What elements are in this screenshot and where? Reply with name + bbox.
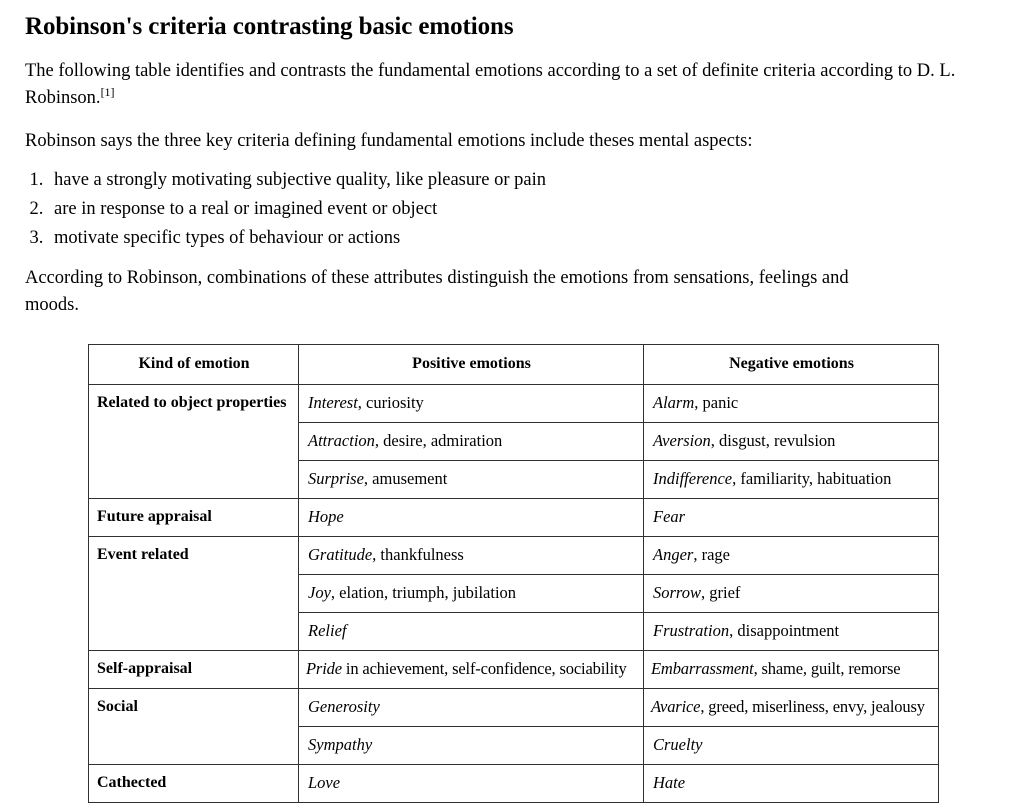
positive-emotion-cell <box>299 765 644 803</box>
positive-emotion-cell <box>299 423 644 461</box>
emotion-rest: , familiarity, habituation <box>732 469 892 488</box>
emotion-lead: Pride <box>306 659 342 678</box>
emotion-rest: , desire, admiration <box>374 431 503 450</box>
conclusion-paragraph-lastline: moods. <box>25 295 79 315</box>
column-header-kind: Kind of emotion <box>89 345 299 385</box>
negative-emotion-cell <box>644 461 939 499</box>
emotion-rest: , disappointment <box>729 621 840 640</box>
negative-emotion-cell <box>644 385 939 423</box>
table-row <box>89 689 939 727</box>
emotion-lead: Attraction <box>308 431 375 450</box>
negative-emotion-cell <box>644 537 939 575</box>
emotion-lead: Aversion <box>653 431 711 450</box>
negative-emotion-cell <box>644 765 939 803</box>
emotion-rest: in achievement, self-confidence, sociability <box>341 659 627 678</box>
emotion-lead: Embarrassment <box>651 659 754 678</box>
emotion-lead: Hate <box>653 773 686 792</box>
positive-emotion-cell <box>299 651 644 689</box>
conclusion-paragraph-text: According to Robinson, combinations of these attributes distinguish the emotions from sensations, feelings and <box>25 268 849 288</box>
negative-emotion-cell <box>644 499 939 537</box>
positive-emotion-cell <box>299 461 644 499</box>
positive-emotion-cell <box>299 575 644 613</box>
negative-emotion-cell <box>644 575 939 613</box>
positive-emotion-cell <box>299 727 644 765</box>
emotion-rest: , rage <box>693 545 730 564</box>
emotion-lead: Surprise <box>308 469 364 488</box>
criteria-lead-paragraph: Robinson says the three key criteria defining fundamental emotions include theses mental aspects: <box>25 131 753 151</box>
emotion-lead: Avarice <box>651 697 701 716</box>
conclusion-paragraph <box>25 265 1004 319</box>
list-item: 1. have a strongly motivating subjective quality, like pleasure or pain <box>48 166 1008 195</box>
citation-reference-1[interactable]: [1] <box>100 84 115 99</box>
kind-cell: Social <box>89 689 299 765</box>
emotion-rest: , grief <box>701 583 741 602</box>
emotion-lead: Relief <box>308 621 347 640</box>
emotion-lead: Gratitude <box>308 545 373 564</box>
emotion-lead: Frustration <box>653 621 730 640</box>
intro-paragraph-text: The following table identifies and contrasts the fundamental emotions according to a set of definite criteria according to D. L. Robinson. <box>25 61 956 108</box>
emotion-rest: , curiosity <box>357 393 424 412</box>
emotion-rest: , panic <box>694 393 739 412</box>
negative-emotion-cell <box>644 613 939 651</box>
table-row <box>89 537 939 575</box>
emotion-rest: , disgust, revulsion <box>710 431 836 450</box>
list-item: 3. motivate specific types of behaviour or actions <box>48 224 1008 253</box>
emotion-lead: Alarm <box>653 393 695 412</box>
table-row <box>89 651 939 689</box>
negative-emotion-cell <box>644 423 939 461</box>
criteria-list <box>25 166 1008 253</box>
emotions-table <box>88 344 939 803</box>
column-header-negative: Negative emotions <box>644 345 939 385</box>
positive-emotion-cell <box>299 613 644 651</box>
table-header-row <box>89 345 939 385</box>
emotion-lead: Love <box>308 773 341 792</box>
kind-cell: Self-appraisal <box>89 651 299 689</box>
emotion-lead: Sympathy <box>308 735 373 754</box>
emotion-lead: Joy <box>308 583 331 602</box>
emotion-rest: , elation, triumph, jubilation <box>330 583 517 602</box>
negative-emotion-cell <box>644 689 939 727</box>
kind-cell: Future appraisal <box>89 499 299 537</box>
emotion-lead: Generosity <box>308 697 380 716</box>
intro-paragraph <box>25 58 1005 112</box>
list-item: 2. are in response to a real or imagined event or object <box>48 195 1008 224</box>
emotion-lead: Cruelty <box>653 735 703 754</box>
table-row <box>89 499 939 537</box>
emotion-lead: Indifference <box>653 469 733 488</box>
kind-cell: Cathected <box>89 765 299 803</box>
column-header-positive: Positive emotions <box>299 345 644 385</box>
table-row <box>89 765 939 803</box>
emotion-lead: Interest <box>308 393 358 412</box>
emotion-lead: Sorrow <box>653 583 701 602</box>
emotion-lead: Fear <box>653 507 686 526</box>
emotion-rest: , shame, guilt, remorse <box>753 659 901 678</box>
emotion-rest: , thankfulness <box>372 545 464 564</box>
kind-cell: Related to object properties <box>89 385 299 499</box>
positive-emotion-cell <box>299 499 644 537</box>
emotion-lead: Anger <box>653 545 694 564</box>
positive-emotion-cell <box>299 537 644 575</box>
emotion-rest: , greed, miserliness, envy, jealousy <box>700 697 925 716</box>
negative-emotion-cell <box>644 727 939 765</box>
positive-emotion-cell <box>299 689 644 727</box>
negative-emotion-cell <box>644 651 939 689</box>
positive-emotion-cell <box>299 385 644 423</box>
table-row <box>89 385 939 423</box>
emotion-lead: Hope <box>308 507 344 526</box>
page-title: Robinson's criteria contrasting basic emotions <box>25 13 514 40</box>
kind-cell: Event related <box>89 537 299 651</box>
emotion-rest: , amusement <box>363 469 448 488</box>
